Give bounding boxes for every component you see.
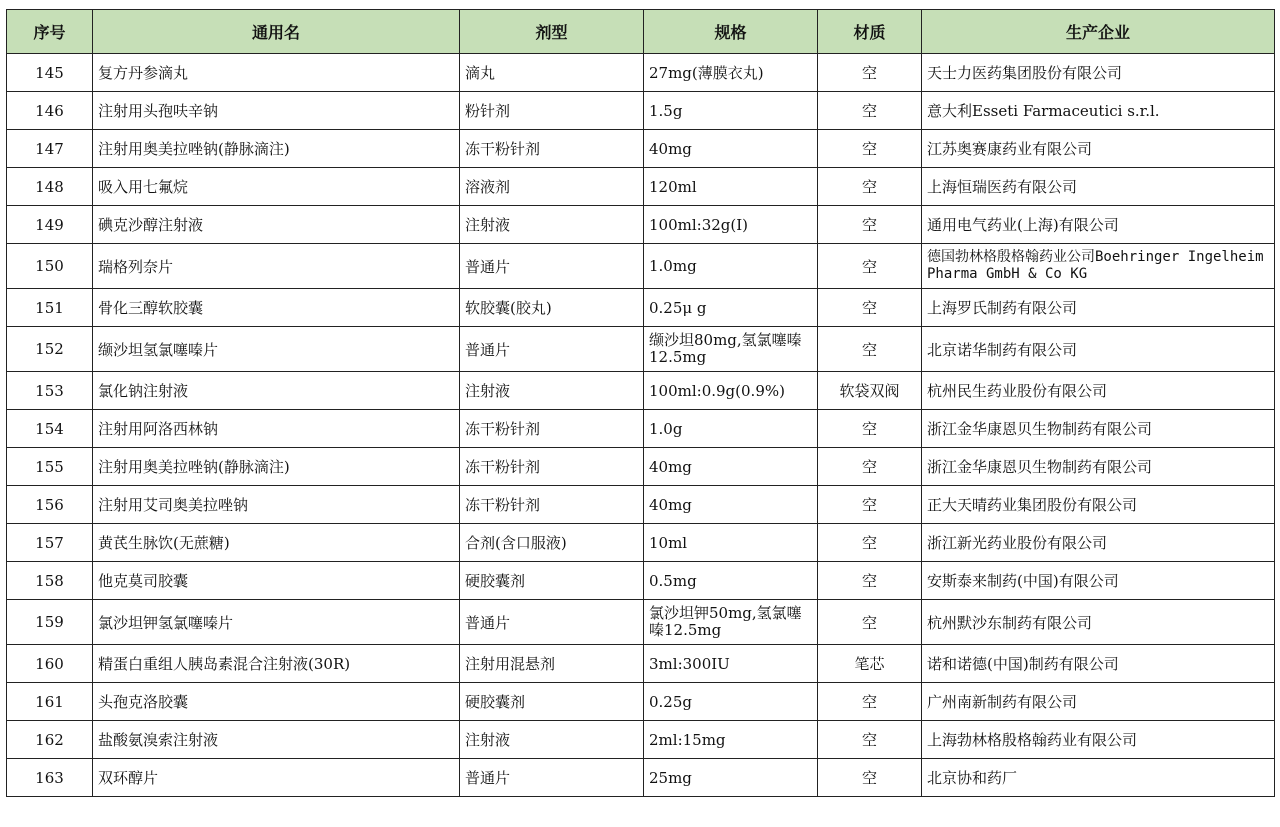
cell-no[interactable]: 154 — [7, 410, 93, 448]
cell-spec[interactable]: 40mg — [644, 448, 818, 486]
table-row[interactable] — [7, 372, 1275, 410]
cell-no[interactable]: 145 — [7, 54, 93, 92]
cell-name[interactable]: 氯沙坦钾氢氯噻嗪片 — [93, 600, 460, 645]
cell-no[interactable]: 162 — [7, 721, 93, 759]
cell-spec[interactable]: 0.5mg — [644, 562, 818, 600]
table-row[interactable] — [7, 600, 1275, 645]
cell-spec[interactable]: 25mg — [644, 759, 818, 797]
cell-no[interactable]: 152 — [7, 327, 93, 372]
cell-spec[interactable]: 0.25μ g — [644, 289, 818, 327]
cell-name[interactable]: 缬沙坦氢氯噻嗪片 — [93, 327, 460, 372]
table-row[interactable] — [7, 206, 1275, 244]
cell-maker[interactable]: 诺和诺德(中国)制药有限公司 — [922, 645, 1275, 683]
cell-material[interactable]: 软袋双阀 — [818, 372, 922, 410]
cell-material[interactable]: 空 — [818, 600, 922, 645]
cell-maker[interactable]: 意大利Esseti Farmaceutici s.r.l. — [922, 92, 1275, 130]
cell-maker[interactable]: 通用电气药业(上海)有限公司 — [922, 206, 1275, 244]
cell-maker[interactable]: 正大天晴药业集团股份有限公司 — [922, 486, 1275, 524]
cell-no[interactable]: 158 — [7, 562, 93, 600]
table-row[interactable] — [7, 130, 1275, 168]
table-row[interactable] — [7, 721, 1275, 759]
cell-maker[interactable]: 杭州默沙东制药有限公司 — [922, 600, 1275, 645]
col-header-form[interactable]: 剂型 — [460, 10, 644, 54]
cell-material[interactable]: 空 — [818, 168, 922, 206]
cell-form[interactable]: 冻干粉针剂 — [460, 130, 644, 168]
cell-no[interactable]: 163 — [7, 759, 93, 797]
cell-maker[interactable]: 浙江金华康恩贝生物制药有限公司 — [922, 410, 1275, 448]
cell-maker[interactable]: 北京协和药厂 — [922, 759, 1275, 797]
cell-name[interactable]: 黄芪生脉饮(无蔗糖) — [93, 524, 460, 562]
cell-maker[interactable]: 安斯泰来制药(中国)有限公司 — [922, 562, 1275, 600]
cell-material[interactable]: 空 — [818, 448, 922, 486]
col-header-name[interactable]: 通用名 — [93, 10, 460, 54]
cell-maker[interactable]: 上海罗氏制药有限公司 — [922, 289, 1275, 327]
cell-maker[interactable]: 浙江新光药业股份有限公司 — [922, 524, 1275, 562]
cell-name[interactable]: 注射用奥美拉唑钠(静脉滴注) — [93, 130, 460, 168]
cell-no[interactable]: 155 — [7, 448, 93, 486]
table-row[interactable] — [7, 524, 1275, 562]
cell-material[interactable]: 空 — [818, 486, 922, 524]
col-header-no[interactable]: 序号 — [7, 10, 93, 54]
cell-spec[interactable]: 40mg — [644, 130, 818, 168]
cell-material[interactable]: 空 — [818, 721, 922, 759]
cell-material[interactable]: 空 — [818, 524, 922, 562]
table-row[interactable] — [7, 645, 1275, 683]
cell-spec[interactable]: 1.0g — [644, 410, 818, 448]
cell-material[interactable]: 笔芯 — [818, 645, 922, 683]
cell-form[interactable]: 普通片 — [460, 244, 644, 289]
cell-name[interactable]: 复方丹参滴丸 — [93, 54, 460, 92]
cell-no[interactable]: 160 — [7, 645, 93, 683]
cell-spec[interactable]: 氯沙坦钾50mg,氢氯噻嗪12.5mg — [644, 600, 818, 645]
cell-spec[interactable]: 120ml — [644, 168, 818, 206]
table-row[interactable] — [7, 289, 1275, 327]
cell-form[interactable]: 滴丸 — [460, 54, 644, 92]
cell-name[interactable]: 吸入用七氟烷 — [93, 168, 460, 206]
cell-spec[interactable]: 1.5g — [644, 92, 818, 130]
table-row[interactable] — [7, 759, 1275, 797]
cell-material[interactable]: 空 — [818, 54, 922, 92]
cell-maker[interactable]: 杭州民生药业股份有限公司 — [922, 372, 1275, 410]
cell-no[interactable]: 161 — [7, 683, 93, 721]
cell-maker[interactable]: 浙江金华康恩贝生物制药有限公司 — [922, 448, 1275, 486]
col-header-maker[interactable]: 生产企业 — [922, 10, 1275, 54]
cell-maker[interactable]: 北京诺华制药有限公司 — [922, 327, 1275, 372]
cell-spec[interactable]: 1.0mg — [644, 244, 818, 289]
cell-maker[interactable]: 江苏奥赛康药业有限公司 — [922, 130, 1275, 168]
cell-name[interactable]: 盐酸氨溴索注射液 — [93, 721, 460, 759]
table-row[interactable] — [7, 448, 1275, 486]
table-row[interactable] — [7, 562, 1275, 600]
cell-spec[interactable]: 2ml:15mg — [644, 721, 818, 759]
cell-no[interactable]: 148 — [7, 168, 93, 206]
cell-no[interactable]: 157 — [7, 524, 93, 562]
cell-name[interactable]: 碘克沙醇注射液 — [93, 206, 460, 244]
cell-spec[interactable]: 100ml:0.9g(0.9%) — [644, 372, 818, 410]
table-header-row — [7, 10, 1275, 54]
cell-form[interactable]: 硬胶囊剂 — [460, 562, 644, 600]
cell-name[interactable]: 双环醇片 — [93, 759, 460, 797]
cell-maker[interactable]: 德国勃林格殷格翰药业公司Boehringer Ingelheim Pharma GmbH & Co KG — [922, 244, 1275, 289]
cell-form[interactable]: 溶液剂 — [460, 168, 644, 206]
cell-no[interactable]: 150 — [7, 244, 93, 289]
cell-form[interactable]: 冻干粉针剂 — [460, 448, 644, 486]
cell-material[interactable]: 空 — [818, 289, 922, 327]
table-row[interactable] — [7, 683, 1275, 721]
table-row[interactable] — [7, 168, 1275, 206]
cell-material[interactable]: 空 — [818, 92, 922, 130]
drug-table — [6, 9, 1275, 797]
cell-maker[interactable]: 上海勃林格殷格翰药业有限公司 — [922, 721, 1275, 759]
cell-form[interactable]: 冻干粉针剂 — [460, 410, 644, 448]
cell-no[interactable]: 147 — [7, 130, 93, 168]
cell-material[interactable]: 空 — [818, 562, 922, 600]
cell-no[interactable]: 159 — [7, 600, 93, 645]
cell-spec[interactable]: 3ml:300IU — [644, 645, 818, 683]
cell-spec[interactable]: 缬沙坦80mg,氢氯噻嗪12.5mg — [644, 327, 818, 372]
cell-name[interactable]: 精蛋白重组人胰岛素混合注射液(30R) — [93, 645, 460, 683]
cell-material[interactable]: 空 — [818, 206, 922, 244]
cell-name[interactable]: 注射用头孢呋辛钠 — [93, 92, 460, 130]
cell-form[interactable]: 注射用混悬剂 — [460, 645, 644, 683]
cell-spec[interactable]: 10ml — [644, 524, 818, 562]
cell-form[interactable]: 普通片 — [460, 600, 644, 645]
cell-no[interactable]: 146 — [7, 92, 93, 130]
cell-form[interactable]: 普通片 — [460, 759, 644, 797]
table-row[interactable] — [7, 327, 1275, 372]
cell-form[interactable]: 注射液 — [460, 372, 644, 410]
cell-form[interactable]: 注射液 — [460, 206, 644, 244]
cell-form[interactable]: 粉针剂 — [460, 92, 644, 130]
cell-name[interactable]: 他克莫司胶囊 — [93, 562, 460, 600]
cell-name[interactable]: 骨化三醇软胶囊 — [93, 289, 460, 327]
table-row[interactable] — [7, 54, 1275, 92]
cell-material[interactable]: 空 — [818, 327, 922, 372]
col-header-material[interactable]: 材质 — [818, 10, 922, 54]
table-row[interactable] — [7, 244, 1275, 289]
cell-spec[interactable]: 100ml:32g(I) — [644, 206, 818, 244]
cell-material[interactable]: 空 — [818, 244, 922, 289]
cell-no[interactable]: 153 — [7, 372, 93, 410]
cell-spec[interactable]: 40mg — [644, 486, 818, 524]
cell-no[interactable]: 156 — [7, 486, 93, 524]
cell-maker[interactable]: 天士力医药集团股份有限公司 — [922, 54, 1275, 92]
cell-maker[interactable]: 广州南新制药有限公司 — [922, 683, 1275, 721]
cell-material[interactable]: 空 — [818, 130, 922, 168]
cell-no[interactable]: 151 — [7, 289, 93, 327]
cell-material[interactable]: 空 — [818, 759, 922, 797]
cell-spec[interactable]: 0.25g — [644, 683, 818, 721]
cell-spec[interactable]: 27mg(薄膜衣丸) — [644, 54, 818, 92]
table-row[interactable] — [7, 486, 1275, 524]
cell-material[interactable]: 空 — [818, 410, 922, 448]
cell-form[interactable]: 注射液 — [460, 721, 644, 759]
cell-name[interactable]: 注射用奥美拉唑钠(静脉滴注) — [93, 448, 460, 486]
cell-form[interactable]: 冻干粉针剂 — [460, 486, 644, 524]
cell-name[interactable]: 注射用艾司奥美拉唑钠 — [93, 486, 460, 524]
table-row[interactable] — [7, 410, 1275, 448]
table-row[interactable] — [7, 92, 1275, 130]
cell-form[interactable]: 硬胶囊剂 — [460, 683, 644, 721]
cell-material[interactable]: 空 — [818, 683, 922, 721]
cell-name[interactable]: 瑞格列奈片 — [93, 244, 460, 289]
cell-no[interactable]: 149 — [7, 206, 93, 244]
cell-maker[interactable]: 上海恒瑞医药有限公司 — [922, 168, 1275, 206]
cell-form[interactable]: 软胶囊(胶丸) — [460, 289, 644, 327]
cell-form[interactable]: 普通片 — [460, 327, 644, 372]
col-header-spec[interactable]: 规格 — [644, 10, 818, 54]
cell-name[interactable]: 注射用阿洛西林钠 — [93, 410, 460, 448]
cell-form[interactable]: 合剂(含口服液) — [460, 524, 644, 562]
cell-name[interactable]: 氯化钠注射液 — [93, 372, 460, 410]
cell-name[interactable]: 头孢克洛胶囊 — [93, 683, 460, 721]
